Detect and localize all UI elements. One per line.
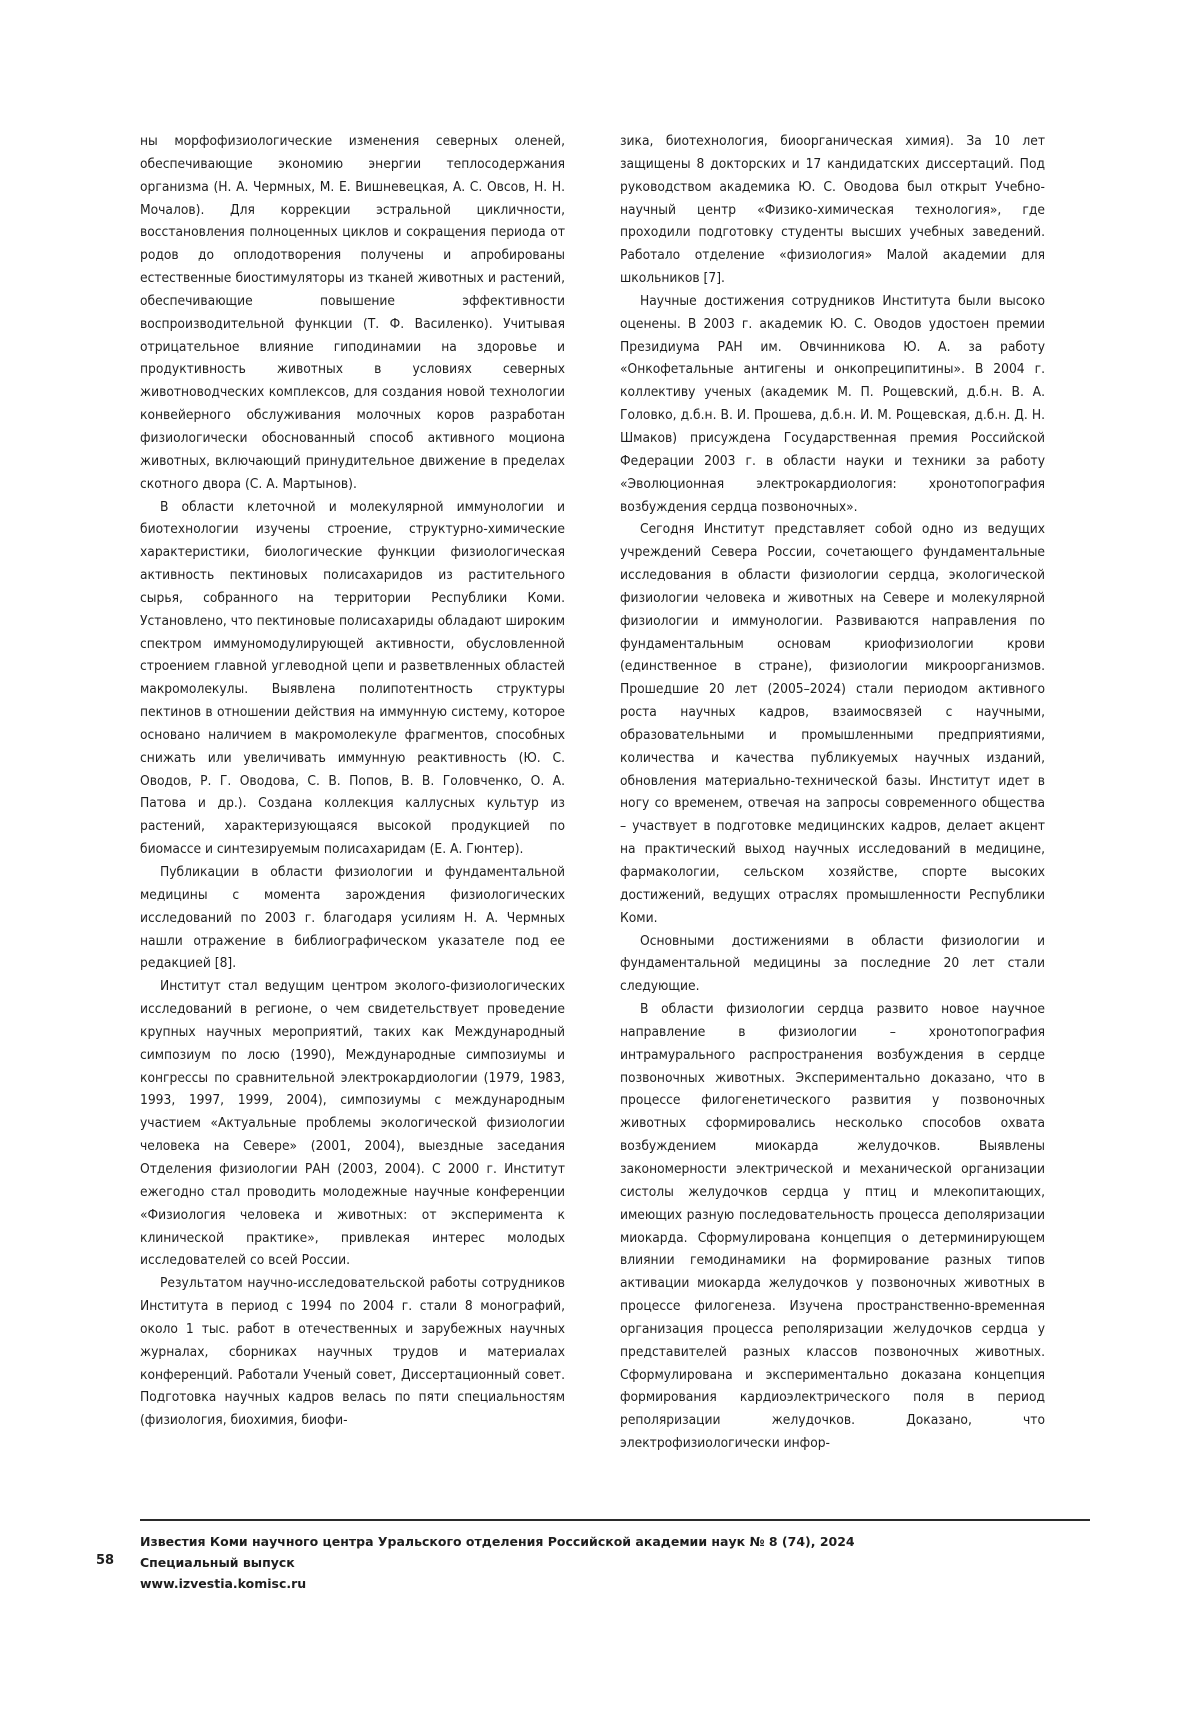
page-number: 58 bbox=[96, 1553, 115, 1568]
issue-label: Специальный выпуск bbox=[140, 1555, 295, 1570]
paragraph: В области физиологии сердца развито новое научное направление в физиологии – хронотопография интрамурального распространения возбуждения в сердце позвоночных животных. Экспериментально доказано, что в процессе филогенетического развития у позвоночных животных сформировались несколько способов охвата возбуждением миокарда желудочков. Выявлены закономерности электрической и механической организации систолы желудочков сердца у птиц и млекопитающих, имеющих разную последовательность процесса деполяризации миокарда. Сформулирована концепция о детерминирующем влиянии гемодинамики на формирование разных типов активации миокарда желудочков у позвоночных животных в процессе филогенеза. Изучена пространственно-временная организация процесса реполяризации желудочков сердца у представителей разных классов позвоночных животных. Сформулирована и экспериментально доказана концепция формирования кардиоэлектрического поля в период реполяризации желудочков. Доказано, что электрофизиологически инфор- bbox=[620, 1001, 1045, 1452]
paragraph: Результатом научно-исследовательской работы сотрудников Института в период с 1994 по 2004 г. стали 8 монографий, около 1 тыс. работ в отечественных и зарубежных научных журналах, сборниках научных трудов и материалах конференций. Работали Ученый совет, Диссертационный совет. Подготовка научных кадров велась по пяти специальностям (физиология, биохимия, биофи- bbox=[140, 1275, 565, 1429]
paragraph: В области клеточной и молекулярной иммунологии и биотехнологии изучены строение, структурно-химические характеристики, биологические функции физиологическая активность пектиновых полисахаридов из растительного сырья, собранного на территории Республики Коми. Установлено, что пектиновые полисахариды обладают широким спектром иммуномодулирующей активности, обусловленной строением главной углеводной цепи и разветвленных областей макромолекулы. Выявлена полипотентность структуры пектинов в отношении действия на иммунную систему, которое основано наличием в макромолекуле фрагментов, способных снижать или увеличивать иммунную реактивность (Ю. С. Оводов, Р. Г. Оводова, С. В. Попов, В. В. Головченко, О. А. Патова и др.). Создана коллекция каллусных культур из растений, характеризующаяся высокой продукцией по биомассе и синтезируемым полисахаридам (Е. А. Гюнтер). bbox=[140, 498, 565, 858]
journal-title: Известия Коми научного центра Уральского отделения Российской академии наук № 8 (74), 2024 bbox=[140, 1534, 855, 1549]
paragraph: Публикации в области физиологии и фундаментальной медицины с момента зарождения физиологических исследований по 2003 г. благодаря усилиям Н. А. Чермных нашли отражение в библиографическом указателе под ее редакцией [8]. bbox=[140, 864, 565, 972]
footer-divider bbox=[140, 1519, 1090, 1521]
paragraph: Основными достижениями в области физиологии и фундаментальной медицины за последние 20 лет стали следующие. bbox=[620, 932, 1045, 995]
paragraph: Сегодня Институт представляет собой одно из ведущих учреждений Севера России, сочетающего фундаментальные исследования в области физиологии сердца, экологической физиологии человека и животных на Севере и молекулярной физиологии и иммунологии. Развиваются направления по фундаментальным основам криофизиологии крови (единственное в стране), физиологии микроорганизмов. Прошедшие 20 лет (2005–2024) стали периодом активного роста научных кадров, взаимосвязей с научными, образовательными и промышленными предприятиями, количества и качества публикуемых научных изданий, обновления материально-технической базы. Институт идет в ногу со временем, отвечая на запросы современного общества – участвует в подготовке медицинских кадров, делает акцент на практический выход научных исследований в медицине, фармакологии, сельском хозяйстве, спорте высоких достижений, ведущих отраслях промышленности Республики Коми. bbox=[620, 521, 1045, 926]
left-text-column bbox=[140, 130, 565, 1432]
paragraph: Институт стал ведущим центром эколого-физиологических исследований в регионе, о чем свидетельствует проведение крупных научных мероприятий, таких как Международный симпозиум по лосю (1990), Международные симпозиумы и конгрессы по сравнительной электрокардиологии (1979, 1983, 1993, 1997, 1999, 2004), симпозиумы с международным участием «Актуальные проблемы экологической физиологии человека на Севере» (2001, 2004), выездные заседания Отделения физиологии РАН (2003, 2004). С 2000 г. Институт ежегодно стал проводить молодежные научные конференции «Физиология человека и животных: от эксперимента к клинической практике», привлекая интерес молодых исследователей со всей России. bbox=[140, 978, 565, 1269]
paragraph: Научные достижения сотрудников Института были высоко оценены. В 2003 г. академик Ю. С. Оводов удостоен премии Президиума РАН им. Овчинникова Ю. А. за работу «Онкофетальные антигены и онкопреципитины». В 2004 г. коллективу ученых (академик М. П. Рощевский, д.б.н. В. А. Головко, д.б.н. В. И. Прошева, д.б.н. И. М. Рощевская, д.б.н. Д. Н. Шмаков) присуждена Государственная премия Российской Федерации 2003 г. в области науки и техники за работу «Эволюционная электрокардиология: хронотопография возбуждения сердца позвоночных». bbox=[620, 292, 1045, 515]
website-link[interactable]: www.izvestia.komisc.ru bbox=[140, 1576, 307, 1591]
paragraph: ны морфофизиологические изменения северных оленей, обеспечивающие экономию энергии теплосодержания организма (Н. А. Чермных, М. Е. Вишневецкая, А. С. Овсов, Н. Н. Мочалов). Для коррекции эстральной цикличности, восстановления полноценных циклов и сокращения периода от родов до оплодотворения получены и апробированы естественные биостимуляторы из тканей животных и растений, обеспечивающие повышение эффективности воспроизводительной функции (Т. Ф. Василенко). Учитывая отрицательное влияние гиподинамии на здоровье и продуктивность животных в условиях северных животноводческих комплексов, для создания новой технологии конвейерного обслуживания молочных коров разработан физиологически обоснованный способ активного моциона животных, включающий принудительное движение в пределах скотного двора (С. А. Мартынов). bbox=[140, 133, 565, 492]
right-text-column bbox=[620, 130, 1045, 1455]
journal-footer bbox=[140, 1531, 855, 1594]
paragraph: зика, биотехнология, биоорганическая химия). За 10 лет защищены 8 докторских и 17 кандидатских диссертаций. Под руководством академика Ю. С. Оводова был открыт Учебно-научный центр «Физико-химическая технология», где проходили подготовку студенты высших учебных заведений. Работало отделение «физиология» Малой академии для школьников [7]. bbox=[620, 133, 1045, 287]
